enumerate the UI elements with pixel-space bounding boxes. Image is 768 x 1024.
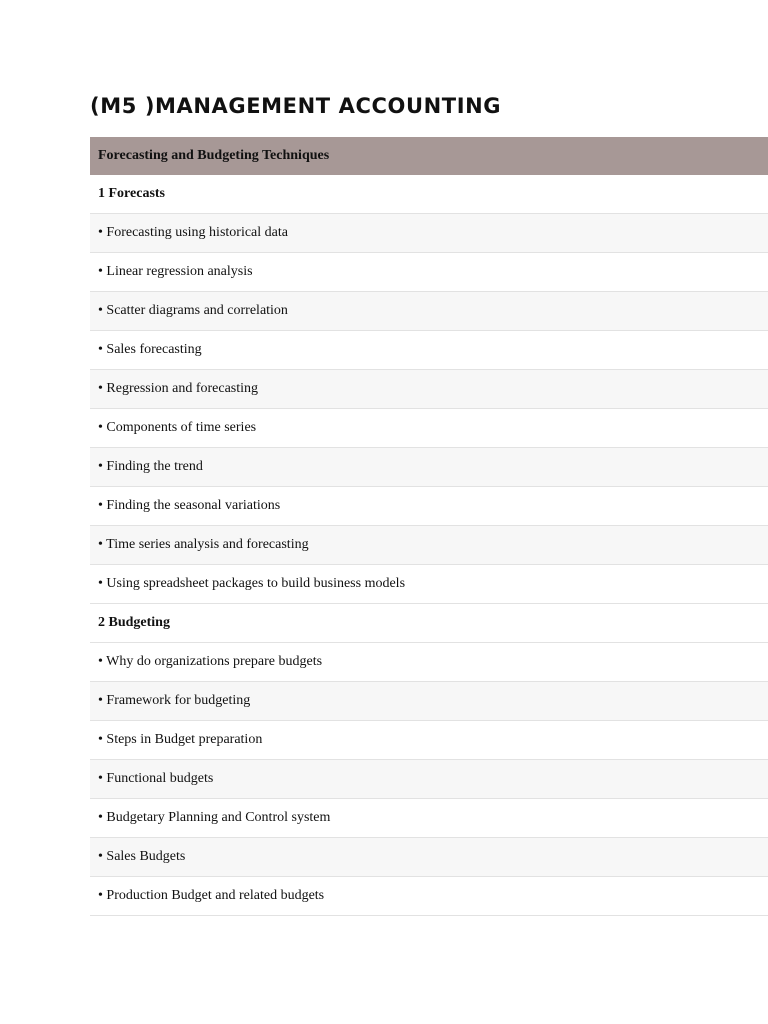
topic-item-text: • Sales forecasting	[90, 331, 768, 370]
table-header-row	[90, 137, 768, 175]
topic-item-row	[90, 565, 768, 604]
topic-item-text: • Linear regression analysis	[90, 253, 768, 292]
topic-item-row	[90, 838, 768, 877]
topic-item-text: • Sales Budgets	[90, 838, 768, 877]
topic-item-text: • Framework for budgeting	[90, 682, 768, 721]
topic-item-text: • Scatter diagrams and correlation	[90, 292, 768, 331]
topic-item-text: • Finding the seasonal variations	[90, 487, 768, 526]
topics-table	[90, 137, 768, 916]
document-title: (M5 )MANAGEMENT ACCOUNTING	[90, 94, 502, 118]
section-heading-text: 2 Budgeting	[90, 604, 768, 643]
topic-item-text: • Budgetary Planning and Control system	[90, 799, 768, 838]
topic-item-row	[90, 253, 768, 292]
topic-item-text: • Using spreadsheet packages to build business models	[90, 565, 768, 604]
topic-item-text: • Regression and forecasting	[90, 370, 768, 409]
topic-item-row	[90, 370, 768, 409]
topic-item-text: • Production Budget and related budgets	[90, 877, 768, 916]
topic-item-text: • Functional budgets	[90, 760, 768, 799]
topic-item-text: • Time series analysis and forecasting	[90, 526, 768, 565]
topic-item-row	[90, 799, 768, 838]
section-heading-row	[90, 604, 768, 643]
table-header-cell: Forecasting and Budgeting Techniques	[90, 137, 768, 175]
topic-item-row	[90, 682, 768, 721]
topic-item-row	[90, 214, 768, 253]
section-heading-row	[90, 175, 768, 214]
topic-item-row	[90, 760, 768, 799]
topics-table-body	[90, 137, 768, 916]
topic-item-text: • Finding the trend	[90, 448, 768, 487]
topic-item-row	[90, 331, 768, 370]
topic-item-row	[90, 643, 768, 682]
section-heading-text: 1 Forecasts	[90, 175, 768, 214]
topic-item-text: • Components of time series	[90, 409, 768, 448]
topic-item-text: • Steps in Budget preparation	[90, 721, 768, 760]
topic-item-row	[90, 409, 768, 448]
topic-item-row	[90, 292, 768, 331]
topic-item-row	[90, 721, 768, 760]
topic-item-row	[90, 526, 768, 565]
topic-item-row	[90, 487, 768, 526]
topic-item-row	[90, 877, 768, 916]
topic-item-row	[90, 448, 768, 487]
topic-item-text: • Why do organizations prepare budgets	[90, 643, 768, 682]
topic-item-text: • Forecasting using historical data	[90, 214, 768, 253]
